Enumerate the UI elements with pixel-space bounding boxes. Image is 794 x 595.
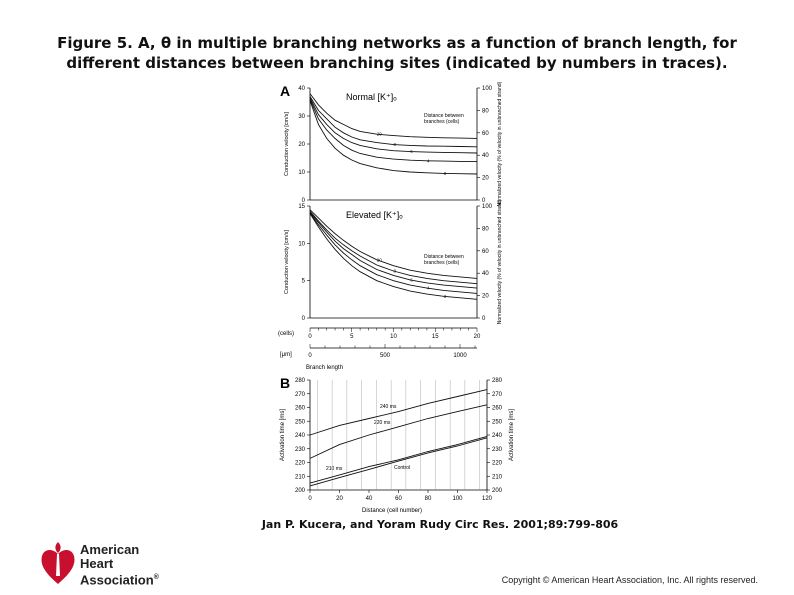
y-tick-label-1-5: 5 bbox=[301, 278, 305, 285]
y2-tick-label-1-0: 0 bbox=[482, 316, 486, 322]
y-tick-label-0-30: 30 bbox=[298, 114, 305, 120]
cells-unit-label: (cells) bbox=[278, 331, 294, 337]
b-x-tick-label-0: 0 bbox=[308, 496, 312, 502]
y2-tick-label-1-60: 60 bbox=[482, 248, 489, 255]
b-y-axis-title: Activation time [ms] bbox=[280, 408, 286, 462]
b-series-line-Control bbox=[310, 436, 487, 483]
y-tick-label-1-15: 15 bbox=[298, 204, 305, 210]
um-tick-label-500: 500 bbox=[379, 353, 391, 359]
b-y2-tick-label-240: 240 bbox=[492, 433, 503, 439]
y2-tick-label-0-0: 0 bbox=[482, 198, 486, 204]
distance-label-normal-2: branches (cells) bbox=[424, 119, 460, 125]
series-line-1-6 bbox=[310, 212, 477, 288]
b-y2-tick-label-230: 230 bbox=[492, 446, 503, 453]
trace-220-label: 220 ms bbox=[374, 420, 391, 426]
y-tick-label-1-0: 0 bbox=[301, 316, 305, 322]
series-label-0-4: 4 bbox=[426, 158, 430, 164]
figure-panels bbox=[272, 80, 532, 514]
chart-layer bbox=[280, 81, 515, 502]
cells-tick-label-5: 5 bbox=[350, 334, 354, 340]
b-y2-tick-label-270: 270 bbox=[492, 391, 503, 398]
b-x-tick-label-120: 120 bbox=[481, 496, 493, 502]
series-label-0-8: 8 bbox=[393, 142, 397, 148]
um-unit-label: [μm] bbox=[280, 352, 292, 358]
panel-a-label: A bbox=[280, 83, 291, 99]
series-label-1-20: 20 bbox=[376, 257, 382, 263]
y2-axis-title-1: Normalized velocity (% of velocity in unbranched strand) bbox=[497, 199, 503, 325]
y-tick-label-0-10: 10 bbox=[298, 170, 305, 176]
branch-length-label: Branch length bbox=[306, 365, 344, 371]
y2-tick-label-1-100: 100 bbox=[482, 204, 493, 210]
b-y2-tick-label-220: 220 bbox=[492, 460, 503, 467]
series-line-0-3 bbox=[310, 101, 477, 174]
series-label-1-8: 8 bbox=[393, 268, 397, 274]
y2-tick-label-0-80: 80 bbox=[482, 108, 489, 115]
series-label-1-3: 3 bbox=[443, 293, 447, 299]
copyright: Copyright © American Heart Association, Inc. All rights reserved. bbox=[501, 575, 758, 585]
b-y-tick-label-220: 220 bbox=[294, 460, 305, 467]
b-y-tick-label-200: 200 bbox=[294, 488, 305, 494]
b-series-line-220-ms bbox=[310, 405, 487, 459]
b-y2-tick-label-250: 250 bbox=[492, 419, 503, 426]
distance-label-elevated-1: Distance between bbox=[424, 254, 464, 260]
y2-tick-label-0-100: 100 bbox=[482, 86, 493, 92]
b-x-tick-label-20: 20 bbox=[336, 496, 343, 502]
y2-tick-label-0-40: 40 bbox=[482, 153, 489, 160]
elevated-label: Elevated [K⁺]ₒ bbox=[346, 210, 403, 220]
aha-line-2: Heart bbox=[80, 556, 114, 571]
b-y2-axis-title: Activation time [ms] bbox=[509, 408, 515, 462]
citation: Jan P. Kucera, and Yoram Rudy Circ Res. 2001;89:799-806 bbox=[261, 518, 619, 531]
panel-b-label: B bbox=[280, 375, 291, 391]
series-line-0-4 bbox=[310, 99, 477, 164]
b-y2-tick-label-280: 280 bbox=[492, 378, 503, 384]
b-y2-tick-label-260: 260 bbox=[492, 405, 503, 412]
b-y-tick-label-240: 240 bbox=[294, 433, 305, 439]
aha-line-1: American bbox=[80, 542, 140, 557]
b-series-line-210-ms bbox=[310, 438, 487, 486]
b-y2-tick-label-210: 210 bbox=[492, 474, 503, 481]
figure-svg bbox=[272, 80, 532, 514]
y2-tick-label-1-20: 20 bbox=[482, 293, 489, 300]
b-y-tick-label-270: 270 bbox=[294, 391, 305, 398]
b-x-tick-label-40: 40 bbox=[365, 496, 373, 502]
heart-torch-icon bbox=[38, 540, 78, 588]
y-tick-label-0-0: 0 bbox=[301, 198, 305, 204]
y2-axis-title-0: Normalized velocity (% of velocity in unbranched strand) bbox=[497, 81, 503, 207]
aha-line-3: Association bbox=[80, 572, 154, 588]
b-series-line-240-ms bbox=[310, 390, 487, 435]
b-y-tick-label-250: 250 bbox=[294, 419, 305, 426]
b-y2-tick-label-200: 200 bbox=[492, 488, 503, 494]
cells-tick-label-15: 15 bbox=[431, 334, 439, 340]
um-tick-label-1000: 1000 bbox=[453, 353, 467, 359]
trace-210-label: 210 ms bbox=[326, 466, 343, 472]
series-label-0-6: 6 bbox=[410, 149, 413, 155]
b-x-tick-label-60: 60 bbox=[395, 496, 402, 502]
y2-tick-label-1-80: 80 bbox=[482, 226, 489, 233]
b-x-tick-label-80: 80 bbox=[424, 496, 432, 502]
y-tick-label-0-40: 40 bbox=[298, 86, 305, 92]
distance-xlabel: Distance (cell number) bbox=[361, 508, 423, 514]
trace-control-label: Control bbox=[394, 465, 411, 471]
um-tick-label-0: 0 bbox=[308, 353, 312, 359]
y-axis-title-0: Conduction velocity [cm/s] bbox=[284, 112, 290, 176]
series-label-1-6: 6 bbox=[410, 277, 413, 283]
b-y-tick-label-210: 210 bbox=[294, 474, 305, 481]
trace-240-label: 240 ms bbox=[380, 404, 397, 410]
figure-title: Figure 5. A, θ in multiple branching networks as a function of branch length, for different distances between branching sites (indicated by numbers in traces). bbox=[57, 34, 737, 72]
cells-tick-label-0: 0 bbox=[308, 334, 312, 340]
series-label-1-4: 4 bbox=[426, 285, 430, 291]
y-tick-label-1-10: 10 bbox=[298, 241, 305, 248]
y-axis-title-1: Conduction velocity [cm/s] bbox=[284, 230, 290, 294]
b-y-tick-label-280: 280 bbox=[294, 378, 305, 384]
distance-label-elevated-2: branches (cells) bbox=[424, 260, 460, 266]
cells-tick-label-20: 20 bbox=[473, 334, 481, 340]
y2-tick-label-0-60: 60 bbox=[482, 130, 489, 137]
y-tick-label-0-20: 20 bbox=[298, 142, 305, 148]
aha-registered-mark: ® bbox=[153, 574, 159, 581]
b-y-tick-label-230: 230 bbox=[294, 446, 305, 453]
y2-tick-label-0-20: 20 bbox=[482, 175, 489, 182]
y2-tick-label-1-40: 40 bbox=[482, 271, 489, 278]
normal-label: Normal [K⁺]ₒ bbox=[346, 92, 397, 102]
series-label-0-3: 3 bbox=[443, 170, 447, 176]
b-x-tick-label-100: 100 bbox=[452, 496, 463, 502]
series-label-0-20: 20 bbox=[376, 131, 382, 137]
cells-tick-label-10: 10 bbox=[390, 334, 397, 340]
distance-label-normal-1: Distance between bbox=[424, 113, 464, 119]
aha-wordmark bbox=[80, 543, 159, 587]
b-y-tick-label-260: 260 bbox=[294, 405, 305, 412]
